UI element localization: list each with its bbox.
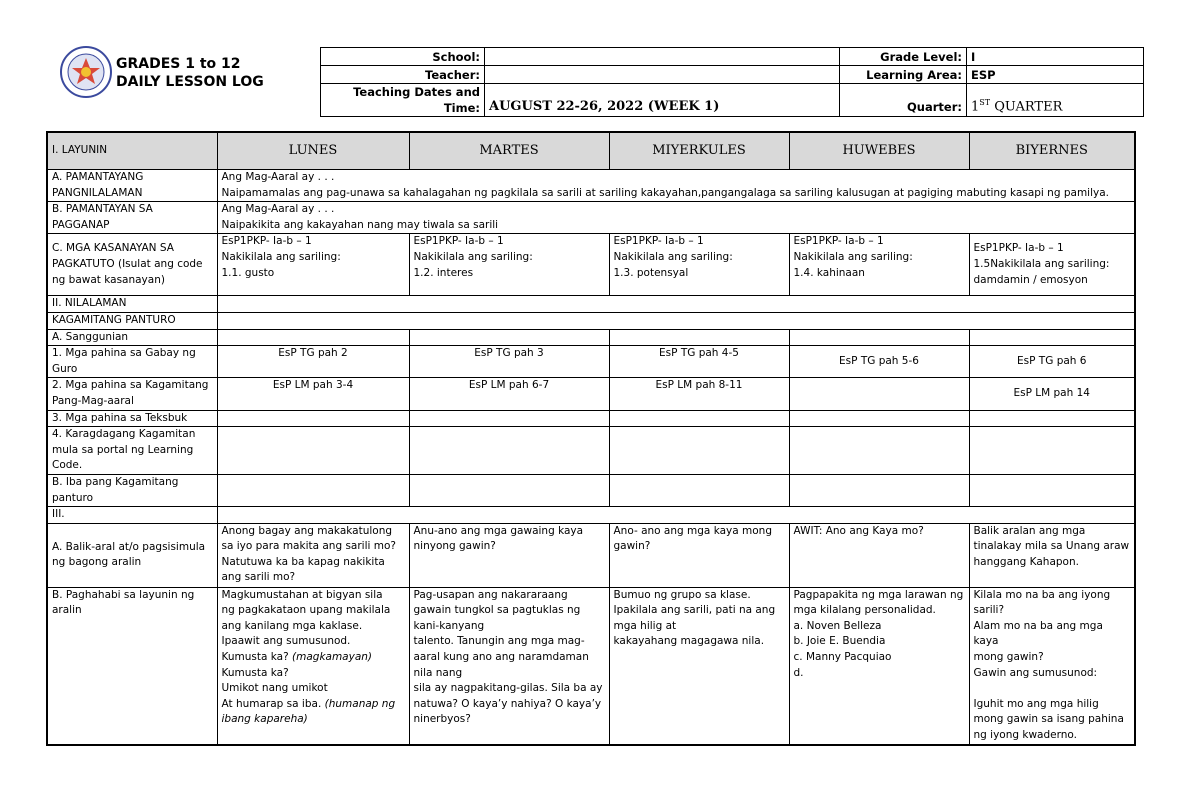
title-line-2: DAILY LESSON LOG	[116, 74, 264, 90]
grade-level-label: Grade Level:	[840, 48, 967, 66]
table-cell[interactable]	[609, 329, 789, 346]
lm-biyernes[interactable]: EsP LM pah 14	[969, 378, 1135, 410]
paghahabi-biyernes[interactable]: Kilala mo na ba ang iyong sarili? Alam mo na ba ang mga kaya mong gawin? Gawin ang sumusunod: Iguhit mo ang mga hilig mong gawin sa isang pahina ng iyong kwaderno.	[969, 587, 1135, 744]
pamantayang-line-2: Naipamamalas ang pag-unawa sa kahalagahan ng pagkilala sa sarili at sariling kakayahan,pangangalaga sa sariling kalusugan at pagiging mabuting kasapi ng pamilya.	[221, 186, 1109, 199]
kasanayan-biyernes[interactable]: EsP1PKP- Ia-b – 1 1.5Nakikilala ang sariling: damdamin / emosyon	[969, 234, 1135, 296]
school-label: School:	[321, 48, 485, 66]
table-cell[interactable]	[789, 410, 969, 427]
kasanayan-miyerkules[interactable]: EsP1PKP- Ia-b – 1 Nakikilala ang sariling: 1.3. potensyal	[609, 234, 789, 296]
quarter-suffix: ST	[979, 97, 991, 107]
table-cell[interactable]	[217, 329, 409, 346]
balik-aral-row	[47, 523, 1135, 587]
kasanayan-martes[interactable]: EsP1PKP- Ia-b – 1 Nakikilala ang sariling: 1.2. interes	[409, 234, 609, 296]
paganap-line-1: Ang Mag-Aaral ay . . .	[221, 203, 335, 216]
pamantayang-row	[47, 170, 1135, 202]
quarter-text: QUARTER	[990, 99, 1063, 114]
table-cell[interactable]	[409, 329, 609, 346]
karagdagan-row	[47, 427, 1135, 475]
table-cell[interactable]	[409, 474, 609, 506]
karagdagan-label: 4. Karagdagang Kagamitan mula sa portal ng Learning Code.	[47, 427, 217, 475]
sanggunian-row	[47, 329, 1135, 346]
lm-label: 2. Mga pahina sa Kagamitang Pang-Mag-aaral	[47, 378, 217, 410]
balik-miyerkules[interactable]: Ano- ano ang mga kaya mong gawin?	[609, 523, 789, 587]
learning-area-field[interactable]: ESP	[967, 66, 1144, 84]
pamantayang-line-1: Ang Mag-Aaral ay . . .	[221, 171, 335, 183]
balik-biyernes[interactable]: Balik aralan ang mga tinalakay mila sa Unang araw hanggang Kahapon.	[969, 523, 1135, 587]
paganap-content[interactable]	[217, 202, 1135, 234]
quarter-field[interactable]	[967, 84, 1144, 117]
table-cell[interactable]	[609, 410, 789, 427]
table-cell[interactable]	[609, 427, 789, 475]
day-header-row	[47, 132, 1135, 170]
paghahabi-miyerkules[interactable]: Bumuo ng grupo sa klase. Ipakilala ang sarili, pati na ang mga hilig at kakayahang magagawa nila.	[609, 587, 789, 744]
table-cell[interactable]	[789, 329, 969, 346]
teaching-dates-label-line-1: Teaching Dates and	[353, 85, 480, 99]
gabay-lunes[interactable]: EsP TG pah 2	[217, 346, 409, 378]
paghahabi-lunes-italic-1: (magkamayan)	[292, 651, 373, 664]
school-field[interactable]	[485, 48, 840, 66]
table-cell[interactable]	[969, 427, 1135, 475]
lm-huwebes[interactable]	[789, 378, 969, 410]
teksbuk-label: 3. Mga pahina sa Teksbuk	[47, 410, 217, 427]
paghahabi-row	[47, 587, 1135, 744]
paghahabi-label: B. Paghahabi sa layunin ng aralin	[47, 587, 217, 744]
document-title	[116, 55, 264, 91]
iba-row	[47, 474, 1135, 506]
gabay-biyernes[interactable]: EsP TG pah 6	[969, 346, 1135, 378]
day-huwebes: HUWEBES	[789, 132, 969, 170]
paganap-line-2: Naipakikita ang kakayahan nang may tiwala sa sarili	[221, 218, 499, 231]
paghahabi-lunes-italic-2: (humanap ng ibang kapareha)	[221, 697, 396, 726]
grade-level-field[interactable]: I	[967, 48, 1144, 66]
balik-martes[interactable]: Anu-ano ang mga gawaing kaya ninyong gawin?	[409, 523, 609, 587]
table-cell[interactable]	[789, 427, 969, 475]
pamantayang-content[interactable]	[217, 170, 1135, 202]
table-cell[interactable]	[409, 427, 609, 475]
kasanayan-lunes[interactable]: EsP1PKP- Ia-b – 1 Nakikilala ang sariling: 1.1. gusto	[217, 234, 409, 296]
nilalaman-row	[47, 296, 1135, 313]
table-cell[interactable]	[409, 410, 609, 427]
teaching-dates-label-line-2: Time:	[443, 101, 480, 115]
kagamitan-row	[47, 312, 1135, 329]
balik-lunes[interactable]: Anong bagay ang makakatulong sa iyo para makita ang sarili mo? Natutuwa ka ba kapag nakikita ang sarili mo?	[217, 523, 409, 587]
table-cell[interactable]	[217, 474, 409, 506]
layunin-header: I. LAYUNIN	[47, 132, 217, 170]
iii-label: III.	[47, 507, 217, 524]
gabay-martes[interactable]: EsP TG pah 3	[409, 346, 609, 378]
day-lunes: LUNES	[217, 132, 409, 170]
iba-label: B. Iba pang Kagamitang panturo	[47, 474, 217, 506]
quarter-number: 1	[971, 99, 980, 114]
gabay-miyerkules[interactable]: EsP TG pah 4-5	[609, 346, 789, 378]
day-biyernes: BIYERNES	[969, 132, 1135, 170]
paghahabi-huwebes[interactable]: Pagpapakita ng mga larawan ng mga kilalang personalidad. a. Noven Belleza b. Joie E. Buendia c. Manny Pacquiao d.	[789, 587, 969, 744]
header-info-table	[320, 47, 1144, 117]
quarter-label: Quarter:	[840, 84, 967, 117]
table-cell[interactable]	[789, 474, 969, 506]
lm-martes[interactable]: EsP LM pah 6-7	[409, 378, 609, 410]
teaching-dates-field[interactable]: AUGUST 22-26, 2022 (WEEK 1)	[485, 84, 840, 117]
title-line-1: GRADES 1 to 12	[116, 56, 241, 72]
table-cell[interactable]	[969, 474, 1135, 506]
paghahabi-martes[interactable]: Pag-usapan ang nakararaang gawain tungkol sa pagtuklas ng kani-kanyang talento. Tanungin ang mga mag- aaral kung ano ang naramdaman nila nang sila ay nagpakitang-gilas. Sila ba ay natuwa? O kaya’y nahiya? O kaya’y ninerbyos?	[409, 587, 609, 744]
paganap-label: B. PAMANTAYAN SA PAGGANAP	[47, 202, 217, 234]
lesson-log-table	[46, 131, 1136, 746]
balik-aral-label: A. Balik-aral at/o pagsisimula ng bagong aralin	[47, 523, 217, 587]
balik-huwebes[interactable]: AWIT: Ano ang Kaya mo?	[789, 523, 969, 587]
teksbuk-row	[47, 410, 1135, 427]
teacher-label: Teacher:	[321, 66, 485, 84]
lm-miyerkules[interactable]: EsP LM pah 8-11	[609, 378, 789, 410]
day-martes: MARTES	[409, 132, 609, 170]
paghahabi-lunes[interactable]	[217, 587, 409, 744]
paghahabi-lunes-text-2: Kumusta ka? Umikot nang umikot At humarap sa iba.	[221, 666, 328, 710]
teacher-field[interactable]	[485, 66, 840, 84]
iii-row	[47, 507, 1135, 524]
sanggunian-label: A. Sanggunian	[47, 329, 217, 346]
deped-seal-logo	[60, 46, 112, 98]
kasanayan-label: C. MGA KASANAYAN SA PAGKATUTO (Isulat ang code ng bawat kasanayan)	[47, 234, 217, 296]
lm-lunes[interactable]: EsP LM pah 3-4	[217, 378, 409, 410]
table-cell[interactable]	[969, 329, 1135, 346]
learning-area-label: Learning Area:	[840, 66, 967, 84]
kasanayan-huwebes[interactable]: EsP1PKP- Ia-b – 1 Nakikilala ang sariling: 1.4. kahinaan	[789, 234, 969, 296]
iii-content[interactable]	[217, 507, 1135, 524]
gabay-row	[47, 346, 1135, 378]
table-cell[interactable]	[969, 410, 1135, 427]
table-cell[interactable]	[217, 410, 409, 427]
gabay-huwebes[interactable]: EsP TG pah 5-6	[789, 346, 969, 378]
paganap-row	[47, 202, 1135, 234]
kagamitan-content[interactable]	[217, 312, 1135, 329]
kagamitan-label: KAGAMITANG PANTURO	[47, 312, 217, 329]
day-miyerkules: MIYERKULES	[609, 132, 789, 170]
kasanayan-row	[47, 234, 1135, 296]
lm-row	[47, 378, 1135, 410]
table-cell[interactable]	[217, 427, 409, 475]
pamantayang-label: A. PAMANTAYANG PANGNILALAMAN	[47, 170, 217, 202]
nilalaman-content[interactable]	[217, 296, 1135, 313]
nilalaman-label: II. NILALAMAN	[47, 296, 217, 313]
teaching-dates-label	[321, 84, 485, 117]
gabay-label: 1. Mga pahina sa Gabay ng Guro	[47, 346, 217, 378]
paghahabi-lunes-text-1: Magkumustahan at bigyan sila ng pagkakataon upang makilala ang kanilang mga kaklase. Ipaawit ang sumusunod. Kumusta ka?	[221, 588, 391, 664]
table-cell[interactable]	[609, 474, 789, 506]
